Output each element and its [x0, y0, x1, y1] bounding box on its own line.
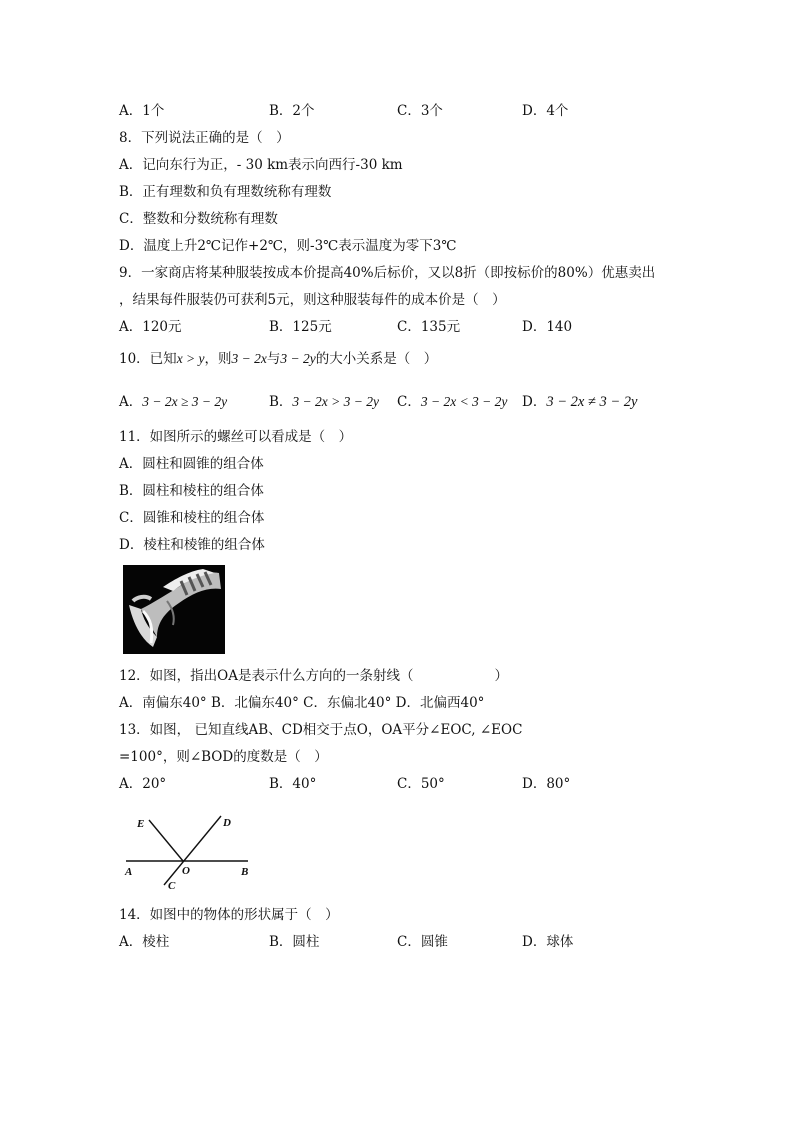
q8-option-a: A．记向东行为正，- 30 km表示向西行-30 km — [119, 157, 403, 173]
q10-mid: ，则 — [204, 351, 232, 367]
q14-option-b: B．圆柱 — [269, 934, 320, 950]
q7-option-a: A．1个 — [119, 103, 165, 119]
q10-option-d-letter: D． — [522, 394, 547, 410]
q9-option-b: B．125元 — [269, 319, 332, 335]
q13-stem-line2: =100°，则∠BOD的度数是（ ） — [119, 749, 328, 765]
q10-option-a-expr: 3 − 2x ≥ 3 − 2y — [142, 394, 228, 409]
q10-expr2: 3 − 2y — [280, 351, 316, 366]
q12-options: A．南偏东40° B．北偏东40° C．东偏北40° D．北偏西40° — [119, 695, 485, 711]
q7-option-c: C．3个 — [397, 103, 443, 119]
q8-stem: 8．下列说法正确的是（ ） — [119, 130, 290, 146]
q10-option-c-expr: 3 − 2x < 3 − 2y — [420, 394, 508, 409]
q9-option-a: A．120元 — [119, 319, 182, 335]
q10-option-d — [522, 393, 637, 411]
q7-option-b: B．2个 — [269, 103, 315, 119]
q12-stem: 12．如图，指出OA是表示什么方向的一条射线（ ） — [119, 668, 508, 684]
q10-option-a — [119, 393, 227, 411]
label-b: B — [241, 866, 249, 878]
line-cd — [164, 816, 221, 885]
q10-prefix: 10．已知 — [119, 351, 177, 367]
q8-option-c: C．整数和分数统称有理数 — [119, 211, 278, 227]
q13-option-a: A．20° — [119, 776, 167, 792]
q14-stem: 14．如图中的物体的形状属于（ ） — [119, 907, 339, 923]
label-a: A — [125, 866, 133, 878]
q13-geometry-figure — [118, 810, 258, 892]
q13-option-b: B．40° — [269, 776, 317, 792]
q8-option-b: B．正有理数和负有理数统称有理数 — [119, 184, 332, 200]
q8-option-d: D．温度上升2℃记作+2℃，则-3℃表示温度为零下3℃ — [119, 238, 457, 254]
q9-option-c: C．135元 — [397, 319, 461, 335]
q9-option-d: D．140 — [522, 319, 573, 335]
q10-option-b — [269, 393, 379, 411]
q11-option-b: B．圆柱和棱柱的组合体 — [119, 483, 264, 499]
screw-photo — [123, 565, 225, 654]
label-e: E — [137, 818, 145, 830]
q11-option-c: C．圆锥和棱柱的组合体 — [119, 510, 265, 526]
q7-option-d: D．4个 — [522, 103, 569, 119]
ray-oe — [149, 820, 183, 861]
q11-option-d: D．棱柱和棱锥的组合体 — [119, 537, 265, 553]
q10-option-b-expr: 3 − 2x > 3 − 2y — [292, 394, 379, 409]
q13-option-c: C．50° — [397, 776, 445, 792]
q10-stem — [119, 350, 437, 368]
q11-option-a: A．圆柱和圆锥的组合体 — [119, 456, 264, 472]
q9-stem-line1: 9．一家商店将某种服装按成本价提高40%后标价，又以8折（即按标价的80%）优惠卖出 — [119, 265, 656, 281]
q10-expr1: 3 − 2x — [231, 351, 267, 366]
label-d: D — [223, 817, 231, 829]
q10-option-d-expr: 3 − 2x ≠ 3 − 2y — [546, 394, 638, 410]
q11-stem: 11．如图所示的螺丝可以看成是（ ） — [119, 429, 353, 445]
q10-condition: x > y — [176, 351, 205, 366]
q14-option-a: A．棱柱 — [119, 934, 170, 950]
q10-option-c — [397, 393, 507, 411]
q10-option-c-letter: C． — [397, 394, 421, 410]
q9-stem-line2: ，结果每件服装仍可获利5元，则这种服装每件的成本价是（ ） — [119, 292, 506, 308]
q10-suffix: 的大小关系是（ ） — [315, 351, 438, 367]
q14-option-d: D．球体 — [522, 934, 574, 950]
q10-option-a-letter: A． — [119, 394, 143, 410]
q14-option-c: C．圆锥 — [397, 934, 448, 950]
q10-option-b-letter: B． — [269, 394, 293, 410]
q10-and: 与 — [266, 351, 281, 367]
q13-option-d: D．80° — [522, 776, 571, 792]
label-o: O — [182, 865, 190, 877]
q13-stem-line1: 13．如图， 已知直线AB、CD相交于点O，OA平分∠EOC, ∠EOC — [119, 722, 523, 738]
label-c: C — [168, 880, 176, 892]
